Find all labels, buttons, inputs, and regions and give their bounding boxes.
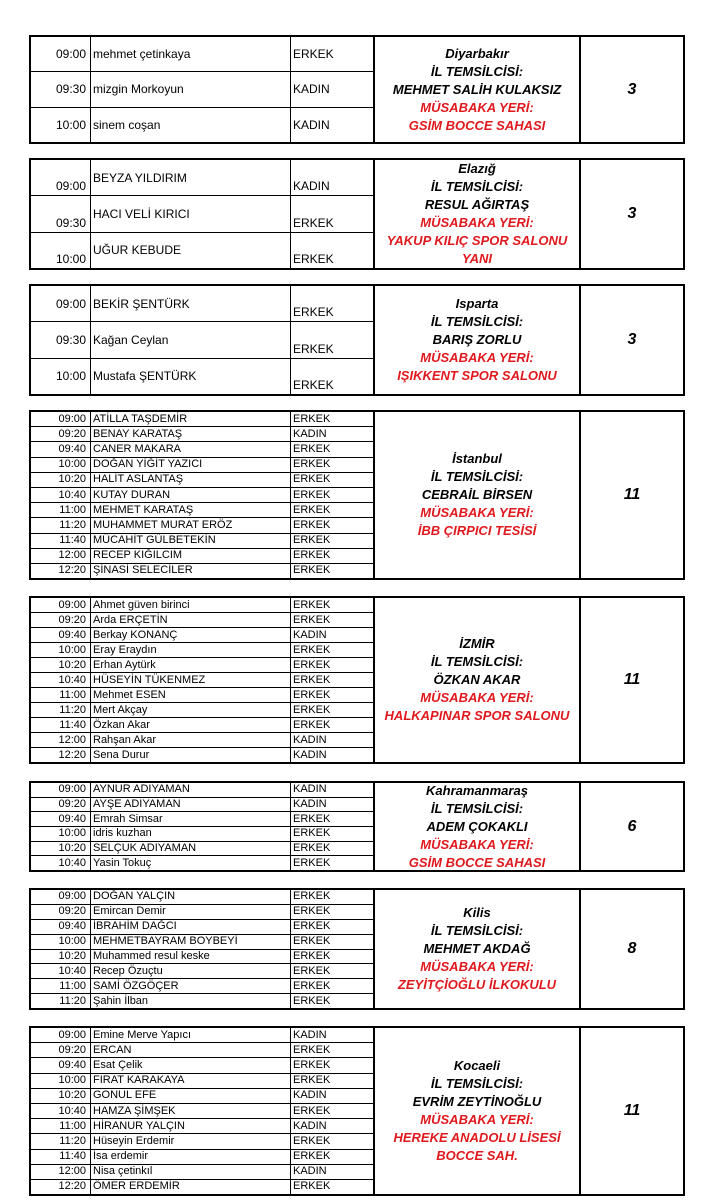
schedule-row [31,195,373,231]
time-cell: 09:20 [31,798,91,812]
name-cell: BENAY KARATAŞ [91,427,291,441]
venue-label: MÜSABAKA YERİ: [420,215,534,230]
rep-name: CEBRAİL BİRSEN [421,487,533,502]
time-cell: 09:20 [31,905,91,919]
name-cell: Rahşan Akar [91,733,291,747]
schedule-list [31,890,373,1008]
schedule-row [31,1133,373,1148]
name-cell: BEKİR ŞENTÜRK [91,286,291,321]
name-cell: Berkay KONANÇ [91,628,291,642]
gender-cell: ERKEK [293,377,334,392]
schedule-row [31,919,373,934]
city-name: Elazığ [458,161,496,176]
gender-cell: ERKEK [293,458,331,471]
time-cell: 10:00 [31,1074,91,1088]
gender-cell: ERKEK [293,703,331,716]
time-cell: 09:00 [31,286,91,321]
name-cell: MÜCAHİT GÜLBETEKİN [91,534,291,548]
schedule-row [31,160,373,195]
name-cell: ATİLLA TAŞDEMİR [91,412,291,426]
schedule-row [31,37,373,71]
name-cell: Mehmet ESEN [91,688,291,702]
city-block [29,158,685,270]
schedule-list [31,783,373,870]
gender-cell: ERKEK [293,673,331,686]
gender-cell: ERKEK [293,890,331,903]
time-cell: 09:40 [31,628,91,642]
gender-cell: ERKEK [293,812,331,825]
time-cell: 09:40 [31,812,91,826]
schedule-row [31,747,373,762]
time-cell: 09:00 [31,783,91,797]
schedule-row [31,107,373,142]
time-cell: 09:40 [31,920,91,934]
schedule-row [31,797,373,812]
venue-name: HEREKE ANADOLU LİSESİ BOCCE SAH. [393,1130,561,1163]
schedule-row [31,548,373,563]
time-cell: 11:20 [31,1134,91,1148]
gender-cell: ERKEK [293,1104,331,1117]
name-cell: ÖMER ERDEMİR [91,1180,291,1194]
rep-label: İL TEMSİLCİSİ: [430,469,524,484]
gender-cell: ERKEK [293,503,331,516]
schedule-row [31,412,373,426]
gender-cell: ERKEK [293,842,331,855]
gender-cell: KADIN [293,427,327,440]
time-cell: 10:20 [31,658,91,672]
gender-cell: ERKEK [293,1074,331,1087]
schedule-row [31,358,373,394]
name-cell: mehmet çetinkaya [91,37,291,71]
time-cell: 10:40 [31,673,91,687]
time-cell: 09:00 [31,598,91,612]
gender-cell: KADIN [293,1165,327,1178]
time-cell: 11:40 [31,1150,91,1164]
schedule-row [31,1179,373,1194]
schedule-row [31,949,373,964]
venue-name: IŞIKKENT SPOR SALONU [397,368,557,383]
rep-name: RESUL AĞIRTAŞ [424,197,530,212]
name-cell: RECEP KIĞILCIM [91,549,291,563]
participant-count: 11 [623,486,641,503]
schedule-row [31,71,373,106]
rep-label: İL TEMSİLCİSİ: [430,1076,524,1091]
schedule-row [31,232,373,268]
city-info [373,890,581,1008]
schedule-row [31,811,373,826]
rep-name: MEHMET SALİH KULAKSIZ [392,81,562,97]
name-cell: BEYZA YILDIRIM [91,160,291,195]
name-cell: Emircan Demir [91,905,291,919]
city-info [373,160,581,268]
participant-count: 6 [627,817,637,835]
city-block [29,781,685,872]
name-cell: İsa erdemir [91,1150,291,1164]
gender-cell: ERKEK [293,949,331,962]
gender-cell: ERKEK [293,658,331,671]
time-cell: 10:00 [31,359,91,394]
name-cell: MUHAMMET MURAT ERÖZ [91,518,291,532]
gender-cell: KADIN [293,733,327,746]
time-cell: 11:20 [31,703,91,717]
name-cell: Özkan Akar [91,718,291,732]
participant-count: 11 [623,671,641,688]
schedule-row [31,672,373,687]
time-cell: 12:00 [31,733,91,747]
time-cell: 09:00 [31,160,91,195]
schedule-row [31,286,373,321]
time-cell: 11:00 [31,1119,91,1133]
time-cell: 09:20 [31,613,91,627]
name-cell: DOĞAN YALÇIN [91,890,291,904]
time-cell: 10:20 [31,473,91,487]
time-cell: 09:30 [31,72,91,106]
schedule-row [31,783,373,797]
time-cell: 12:20 [31,564,91,578]
name-cell: İBRAHİM DAĞCI [91,920,291,934]
schedule-row [31,598,373,612]
name-cell: Sena Durur [91,748,291,762]
venue-name: HALKAPINAR SPOR SALONU [384,708,570,723]
schedule-row [31,1118,373,1133]
participant-count: 3 [627,80,637,98]
time-cell: 11:00 [31,503,91,517]
time-cell: 11:00 [31,979,91,993]
schedule-row [31,841,373,856]
schedule-row [31,1042,373,1057]
name-cell: Emrah Simsar [91,812,291,826]
venue-label: MÜSABAKA YERİ: [420,350,534,365]
schedule-row [31,855,373,870]
time-cell: 11:00 [31,688,91,702]
gender-cell: ERKEK [293,1043,331,1056]
rep-label: İL TEMSİLCİSİ: [430,179,524,194]
schedule-row [31,457,373,472]
schedule-row [31,487,373,502]
schedule-row [31,426,373,441]
participant-count: 11 [623,1102,641,1119]
gender-cell: ERKEK [293,935,331,948]
gender-cell: ERKEK [293,1150,331,1163]
time-cell: 10:40 [31,964,91,978]
schedule-row [31,978,373,993]
name-cell: Arda ERÇETİN [91,613,291,627]
schedule-list [31,1028,373,1194]
rep-name: ÖZKAN AKAR [433,672,521,687]
name-cell: DOĞAN YİĞİT YAZICI [91,458,291,472]
name-cell: AYNUR ADIYAMAN [91,783,291,797]
time-cell: 09:30 [31,322,91,357]
time-cell: 11:40 [31,534,91,548]
time-cell: 09:00 [31,1028,91,1042]
name-cell: Nisa çetinkıl [91,1165,291,1179]
time-cell: 10:00 [31,643,91,657]
name-cell: idris kuzhan [91,827,291,841]
time-cell: 09:00 [31,890,91,904]
gender-cell: ERKEK [293,305,334,320]
time-cell: 12:20 [31,1180,91,1194]
time-cell: 09:20 [31,1043,91,1057]
time-cell: 10:00 [31,935,91,949]
city-block [29,35,685,144]
gender-cell: KADIN [293,748,327,761]
name-cell: SAMİ ÖZGÖÇER [91,979,291,993]
schedule-row [31,1149,373,1164]
schedule-row [31,1028,373,1042]
name-cell: Hüseyin Erdemir [91,1134,291,1148]
rep-label: İL TEMSİLCİSİ: [430,923,524,938]
name-cell: AYŞE ADIYAMAN [91,798,291,812]
schedule-row [31,890,373,904]
schedule-row [31,1164,373,1179]
gender-cell: KADIN [293,1028,327,1041]
rep-name: ADEM ÇOKAKLI [426,818,528,834]
time-cell: 10:00 [31,827,91,841]
schedule-row [31,963,373,978]
schedule-list [31,412,373,578]
name-cell: HAMZA ŞİMŞEK [91,1104,291,1118]
name-cell: mizgin Morkoyun [91,72,291,106]
time-cell: 09:30 [31,196,91,231]
gender-cell: ERKEK [293,718,331,731]
gender-cell: KADIN [293,628,327,641]
gender-cell: ERKEK [293,251,334,266]
schedule-row [31,904,373,919]
city-info [373,412,581,578]
schedule-row [31,1057,373,1072]
rep-name: MEHMET AKDAĞ [423,941,531,956]
schedule-row [31,533,373,548]
schedule-row [31,717,373,732]
city-block [29,284,685,396]
name-cell: Eray Eraydın [91,643,291,657]
name-cell: MEHMETBAYRAM BOYBEYİ [91,935,291,949]
gender-cell: ERKEK [293,856,331,869]
name-cell: ŞİNASİ SELECİLER [91,564,291,578]
schedule-row [31,1073,373,1088]
time-cell: 10:20 [31,842,91,856]
city-info [373,598,581,762]
schedule-row [31,441,373,456]
name-cell: HALİT ASLANTAŞ [91,473,291,487]
time-cell: 10:40 [31,488,91,502]
name-cell: Mert Akçay [91,703,291,717]
name-cell: HÜSEYİN TÜKENMEZ [91,673,291,687]
time-cell: 12:20 [31,748,91,762]
schedule-row [31,732,373,747]
schedule-row [31,502,373,517]
venue-label: MÜSABAKA YERİ: [420,690,534,705]
name-cell: Muhammed resul keske [91,950,291,964]
gender-cell: ERKEK [293,688,331,701]
schedule-row [31,627,373,642]
name-cell: Kağan Ceylan [91,322,291,357]
city-name: Kahramanmaraş [426,782,528,798]
gender-cell: ERKEK [293,215,334,230]
name-cell: FIRAT KARAKAYA [91,1074,291,1088]
gender-cell: ERKEK [293,827,331,840]
city-name: İZMİR [459,636,495,651]
schedule-row [31,687,373,702]
time-cell: 09:40 [31,442,91,456]
schedule-row [31,321,373,357]
schedule-row [31,517,373,532]
gender-cell: ERKEK [293,994,331,1007]
schedule-row [31,1103,373,1118]
name-cell: Ahmet güven birinci [91,598,291,612]
gender-cell: KADIN [293,179,330,194]
gender-cell: ERKEK [293,518,331,531]
name-cell: Mustafa ŞENTÜRK [91,359,291,394]
venue-name: İBB ÇIRPICI TESİSİ [417,523,537,538]
schedule-list [31,160,373,268]
gender-cell: ERKEK [293,412,331,425]
rep-name: BARIŞ ZORLU [432,332,522,347]
time-cell: 11:20 [31,518,91,532]
name-cell: Erhan Aytürk [91,658,291,672]
rep-label: İL TEMSİLCİSİ: [430,800,524,816]
time-cell: 09:00 [31,37,91,71]
venue-label: MÜSABAKA YERİ: [420,1112,534,1127]
gender-cell: ERKEK [293,613,331,626]
city-info [373,286,581,394]
gender-cell: ERKEK [293,920,331,933]
gender-cell: ERKEK [293,964,331,977]
name-cell: Esat Çelik [91,1058,291,1072]
city-block [29,596,685,764]
gender-cell: ERKEK [293,442,331,455]
name-cell: Yasin Tokuç [91,856,291,870]
rep-name: EVRİM ZEYTİNOĞLU [412,1094,542,1109]
gender-cell: ERKEK [293,1180,331,1193]
gender-cell: ERKEK [293,1134,331,1147]
time-cell: 09:40 [31,1058,91,1072]
schedule-row [31,1088,373,1103]
venue-label: MÜSABAKA YERİ: [420,505,534,520]
name-cell: Recep Özuçtu [91,964,291,978]
time-cell: 10:40 [31,856,91,870]
time-cell: 12:00 [31,1165,91,1179]
time-cell: 11:20 [31,994,91,1008]
name-cell: CANER MAKARA [91,442,291,456]
gender-cell: KADIN [293,798,327,810]
gender-cell: ERKEK [293,473,331,486]
name-cell: KUTAY DURAN [91,488,291,502]
venue-label: MÜSABAKA YERİ: [420,836,534,852]
schedule-row [31,642,373,657]
city-name: Kilis [463,905,491,920]
time-cell: 10:20 [31,1089,91,1103]
name-cell: ERCAN [91,1043,291,1057]
city-info [373,1028,581,1194]
city-name: Diyarbakır [445,45,509,61]
schedule-row [31,612,373,627]
city-info [373,37,581,142]
time-cell: 10:00 [31,458,91,472]
time-cell: 12:00 [31,549,91,563]
rep-label: İL TEMSİLCİSİ: [430,63,524,79]
venue-label: MÜSABAKA YERİ: [420,99,534,115]
name-cell: sinem coşan [91,108,291,142]
venue-label: MÜSABAKA YERİ: [420,959,534,974]
name-cell: GONUL EFE [91,1089,291,1103]
city-info [373,783,581,870]
name-cell: HİRANUR YALÇIN [91,1119,291,1133]
gender-cell: KADIN [293,1089,327,1102]
gender-cell: KADIN [293,783,327,796]
city-block [29,410,685,580]
schedule-row [31,826,373,841]
venue-name: YAKUP KILIÇ SPOR SALONU YANI [386,233,568,266]
city-block [29,1026,685,1196]
gender-cell: ERKEK [293,905,331,918]
venue-name: ZEYİTÇİOĞLU İLKOKULU [397,977,557,992]
venue-name: GSİM BOCCE SAHASI [408,854,546,870]
participant-count: 8 [627,940,637,957]
participant-count: 3 [627,205,637,222]
city-block [29,888,685,1010]
gender-cell: KADIN [293,1119,327,1132]
name-cell: SELÇUK ADIYAMAN [91,842,291,856]
time-cell: 10:00 [31,233,91,268]
time-cell: 10:40 [31,1104,91,1118]
gender-cell: KADIN [293,117,330,132]
name-cell: Şahin İlban [91,994,291,1008]
participant-count: 3 [627,331,637,348]
schedule-row [31,702,373,717]
gender-cell: ERKEK [293,979,331,992]
city-name: İstanbul [452,451,502,466]
time-cell: 10:00 [31,108,91,142]
rep-label: İL TEMSİLCİSİ: [430,314,524,329]
gender-cell: KADIN [293,82,330,97]
gender-cell: ERKEK [293,564,331,577]
gender-cell: ERKEK [293,341,334,356]
schedule-row [31,563,373,578]
venue-name: GSİM BOCCE SAHASI [408,117,546,133]
time-cell: 11:40 [31,718,91,732]
gender-cell: ERKEK [293,643,331,656]
gender-cell: ERKEK [293,47,334,62]
gender-cell: ERKEK [293,534,331,547]
schedule-list [31,286,373,394]
time-cell: 09:20 [31,427,91,441]
name-cell: Emine Merve Yapıcı [91,1028,291,1042]
schedule-list [31,37,373,142]
gender-cell: ERKEK [293,1058,331,1071]
schedule-row [31,472,373,487]
time-cell: 10:20 [31,950,91,964]
gender-cell: ERKEK [293,598,331,611]
name-cell: MEHMET KARATAŞ [91,503,291,517]
name-cell: UĞUR KEBUDE [91,233,291,268]
schedule-row [31,657,373,672]
schedule-list [31,598,373,762]
gender-cell: ERKEK [293,488,331,501]
schedule-row [31,993,373,1008]
gender-cell: ERKEK [293,549,331,562]
schedule-row [31,934,373,949]
rep-label: İL TEMSİLCİSİ: [430,654,524,669]
city-name: Isparta [455,296,499,311]
name-cell: HACI VELİ KIRICI [91,196,291,231]
city-name: Kocaeli [453,1058,501,1073]
time-cell: 09:00 [31,412,91,426]
